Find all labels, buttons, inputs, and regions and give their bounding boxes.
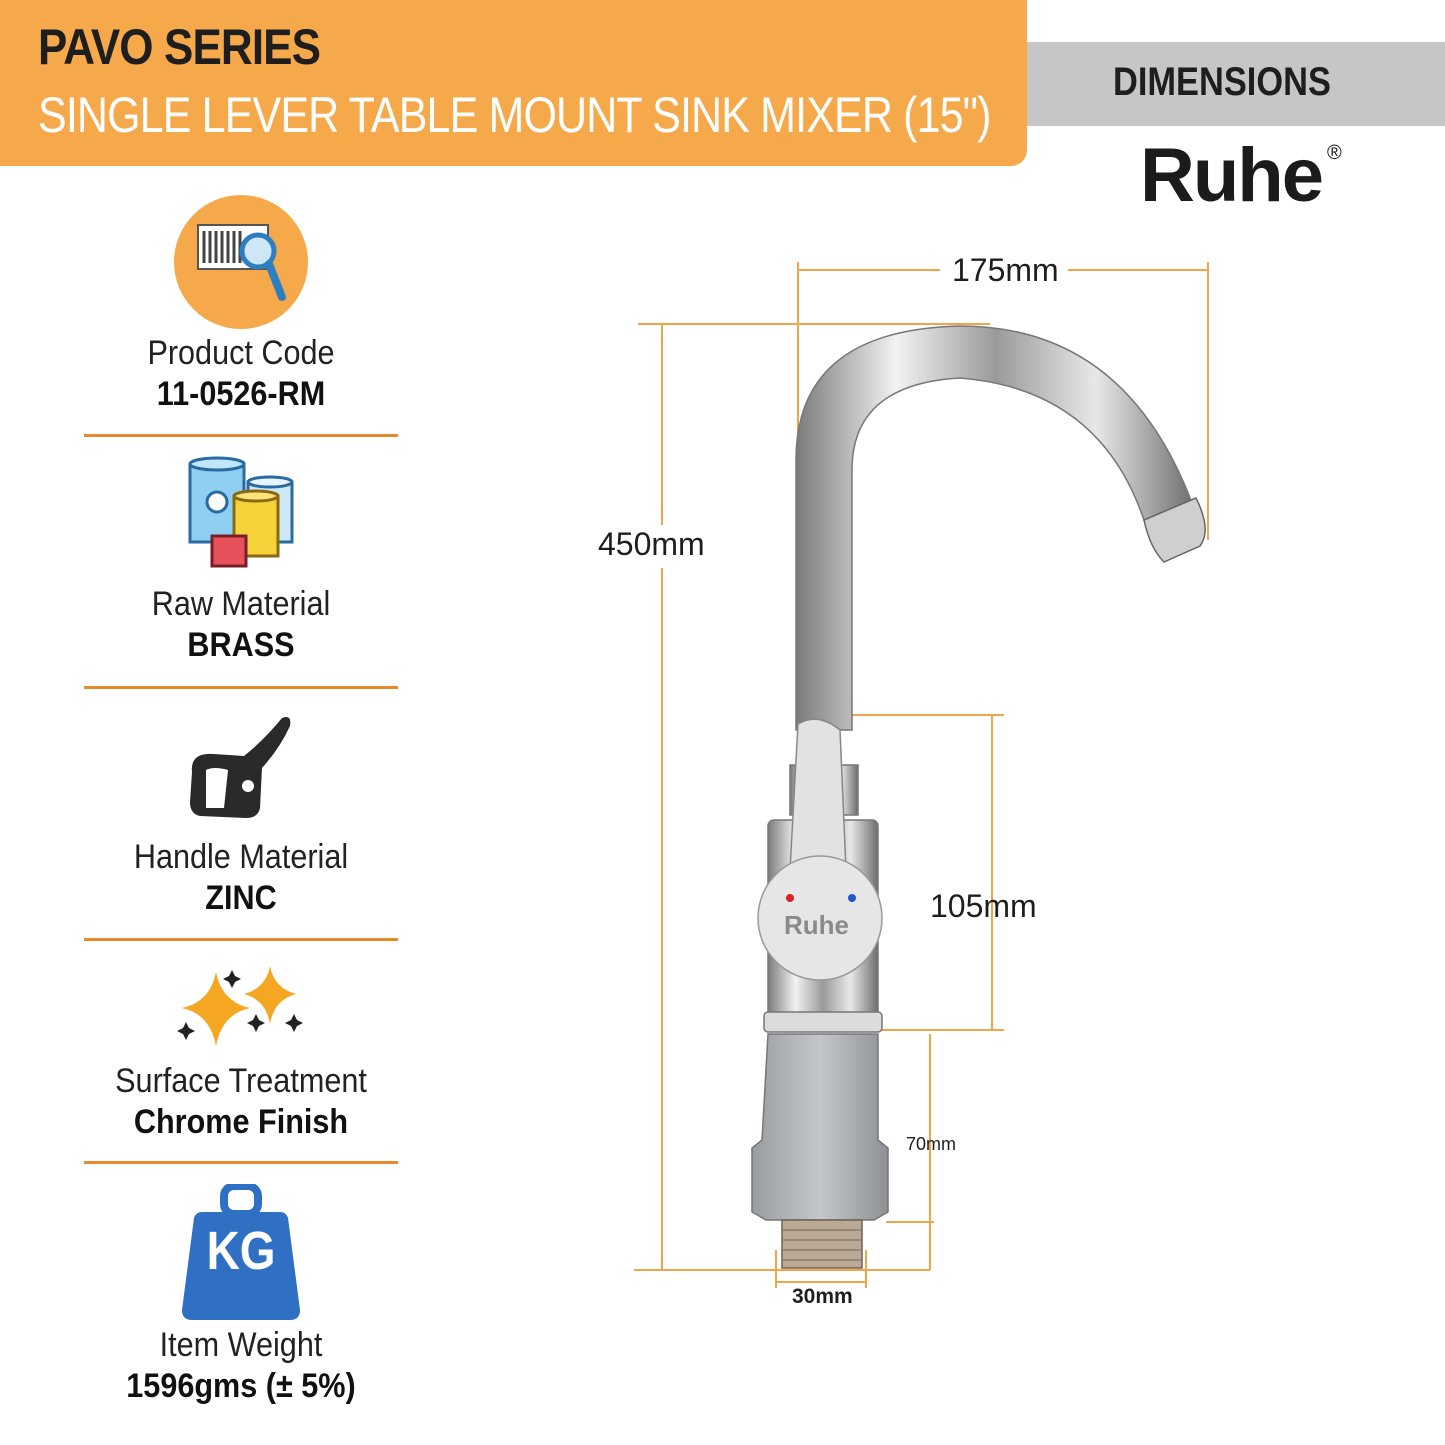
faucet-spout	[796, 326, 1196, 730]
shank-height-dimension-label: 70mm	[906, 1134, 957, 1154]
dimensions-label: DIMENSIONS	[1113, 60, 1331, 104]
product-title: SINGLE LEVER TABLE MOUNT SINK MIXER (15")	[38, 87, 991, 143]
spec-value: BRASS	[187, 626, 295, 664]
spec-value: Chrome Finish	[133, 1103, 349, 1141]
spec-value: ZINC	[205, 879, 277, 917]
spec-label: Item Weight	[159, 1326, 323, 1364]
height-dimension-label: 450mm	[598, 526, 705, 562]
spec-value: 1596gms (± 5%)	[126, 1367, 356, 1405]
spec-label: Raw Material	[151, 585, 331, 623]
kg-label: KG	[206, 1221, 276, 1281]
body-height-dimension-label: 105mm	[930, 888, 1037, 924]
spec-value: 11-0526-RM	[156, 375, 326, 413]
width-dimension-label: 175mm	[952, 252, 1059, 288]
spec-label: Handle Material	[133, 838, 349, 876]
spec-label: Product Code	[147, 334, 335, 372]
handle-logo: Ruhe	[784, 910, 849, 940]
brand-logo: Ruhe	[1140, 133, 1322, 218]
spec-label: Surface Treatment	[115, 1062, 367, 1100]
registered-mark: ®	[1327, 142, 1342, 164]
shank-width-dimension-label: 30mm	[792, 1285, 853, 1308]
series-title: PAVO SERIES	[38, 19, 321, 75]
